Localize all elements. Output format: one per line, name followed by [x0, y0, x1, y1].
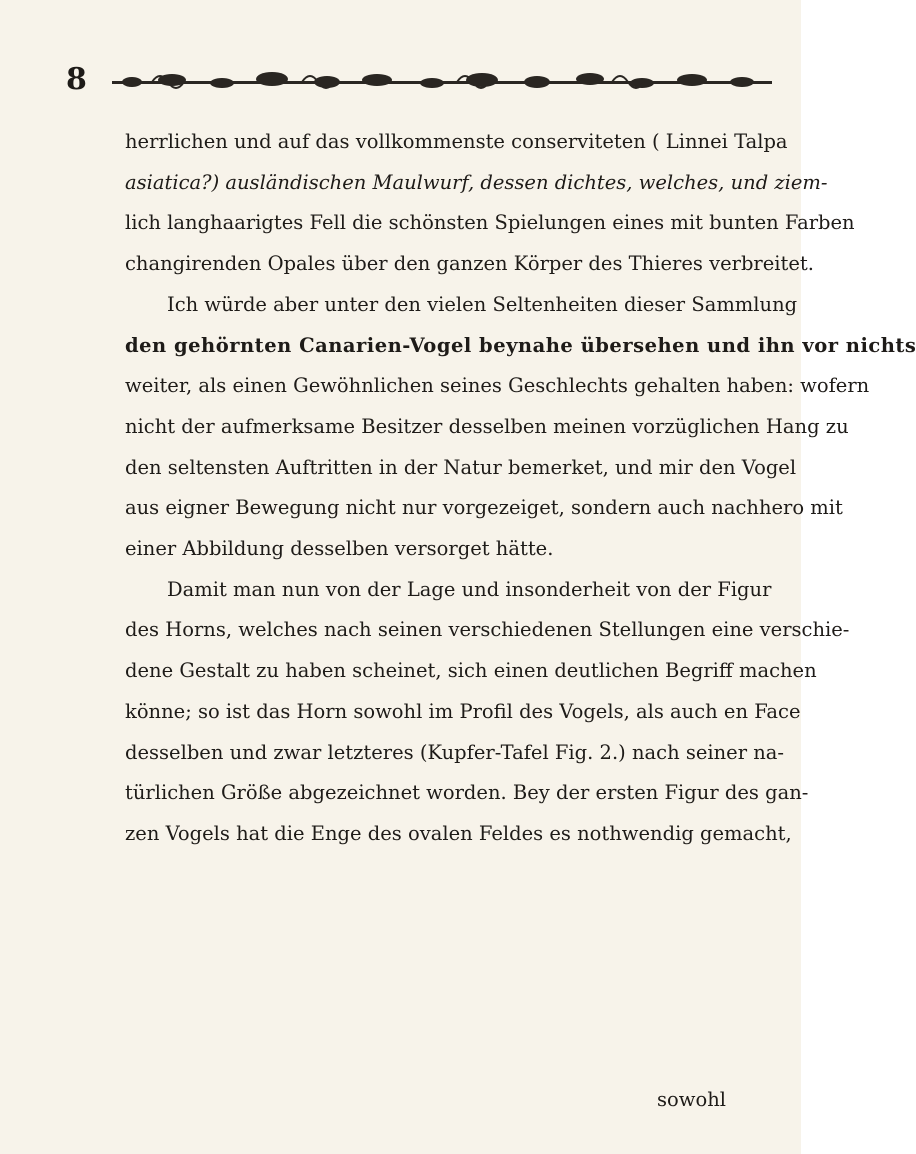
paragraph-3-continued — [125, 610, 850, 854]
text-line: lich langhaarigtes Fell die schönsten Spielungen eines mit bunten Farben — [125, 211, 855, 235]
text-line: türlichen Größe abgezeichnet worden. Bey der ersten Figur des gan- — [125, 781, 809, 805]
text-line: Ich würde aber unter den vielen Seltenheiten dieser Sammlung — [167, 292, 798, 316]
text-line: zen Vogels hat die Enge des ovalen Feldes es nothwendig gemacht, — [125, 821, 792, 845]
text-line: den seltensten Auftritten in der Natur bemerket, und mir den Vogel — [125, 455, 797, 479]
catchword: sowohl — [657, 1088, 726, 1111]
text-line: einer Abbildung desselben versorget hätte. — [125, 537, 554, 561]
header-ornament-icon — [112, 68, 772, 96]
paragraph-1 — [125, 122, 855, 285]
text-line: nicht der aufmerksame Besitzer desselben meinen vorzüglichen Hang zu — [125, 414, 849, 438]
text-line: herrlichen und auf das vollkommenste conserviteten ( Linnei Talpa — [125, 130, 788, 153]
text-line: aus eigner Bewegung nicht nur vorgezeiget, sondern auch nachhero mit — [125, 496, 843, 520]
text-line: dene Gestalt zu haben scheinet, sich einen deutlichen Begriff machen — [125, 659, 817, 683]
text-line: könne; so ist das Horn sowohl im Profil des Vogels, als auch en Face — [125, 699, 801, 723]
text-line: desselben und zwar letzteres (Kupfer-Tafel Fig. 2.) nach seiner na- — [125, 740, 785, 764]
paragraph-3 — [125, 570, 772, 611]
text-line: Damit man nun von der Lage und insonderheit von der Figur — [167, 577, 772, 601]
text-line: des Horns, welches nach seinen verschiedenen Stellungen eine verschie- — [125, 618, 850, 642]
paragraph-2-continued — [125, 326, 916, 570]
page-number: 8 — [66, 62, 87, 97]
text-line: den gehörnten Canarien-Vogel beynahe übersehen und ihn vor nichts — [125, 333, 916, 357]
text-line: asiatica?) ausländischen Maulwurf, dessen dichtes, welches, und ziem- — [125, 170, 828, 194]
text-line: changirenden Opales über den ganzen Körper des Thieres verbreitet. — [125, 252, 814, 276]
text-line: weiter, als einen Gewöhnlichen seines Geschlechts gehalten haben: wofern — [125, 374, 870, 398]
body-text — [125, 122, 916, 855]
paragraph-2 — [125, 285, 798, 326]
